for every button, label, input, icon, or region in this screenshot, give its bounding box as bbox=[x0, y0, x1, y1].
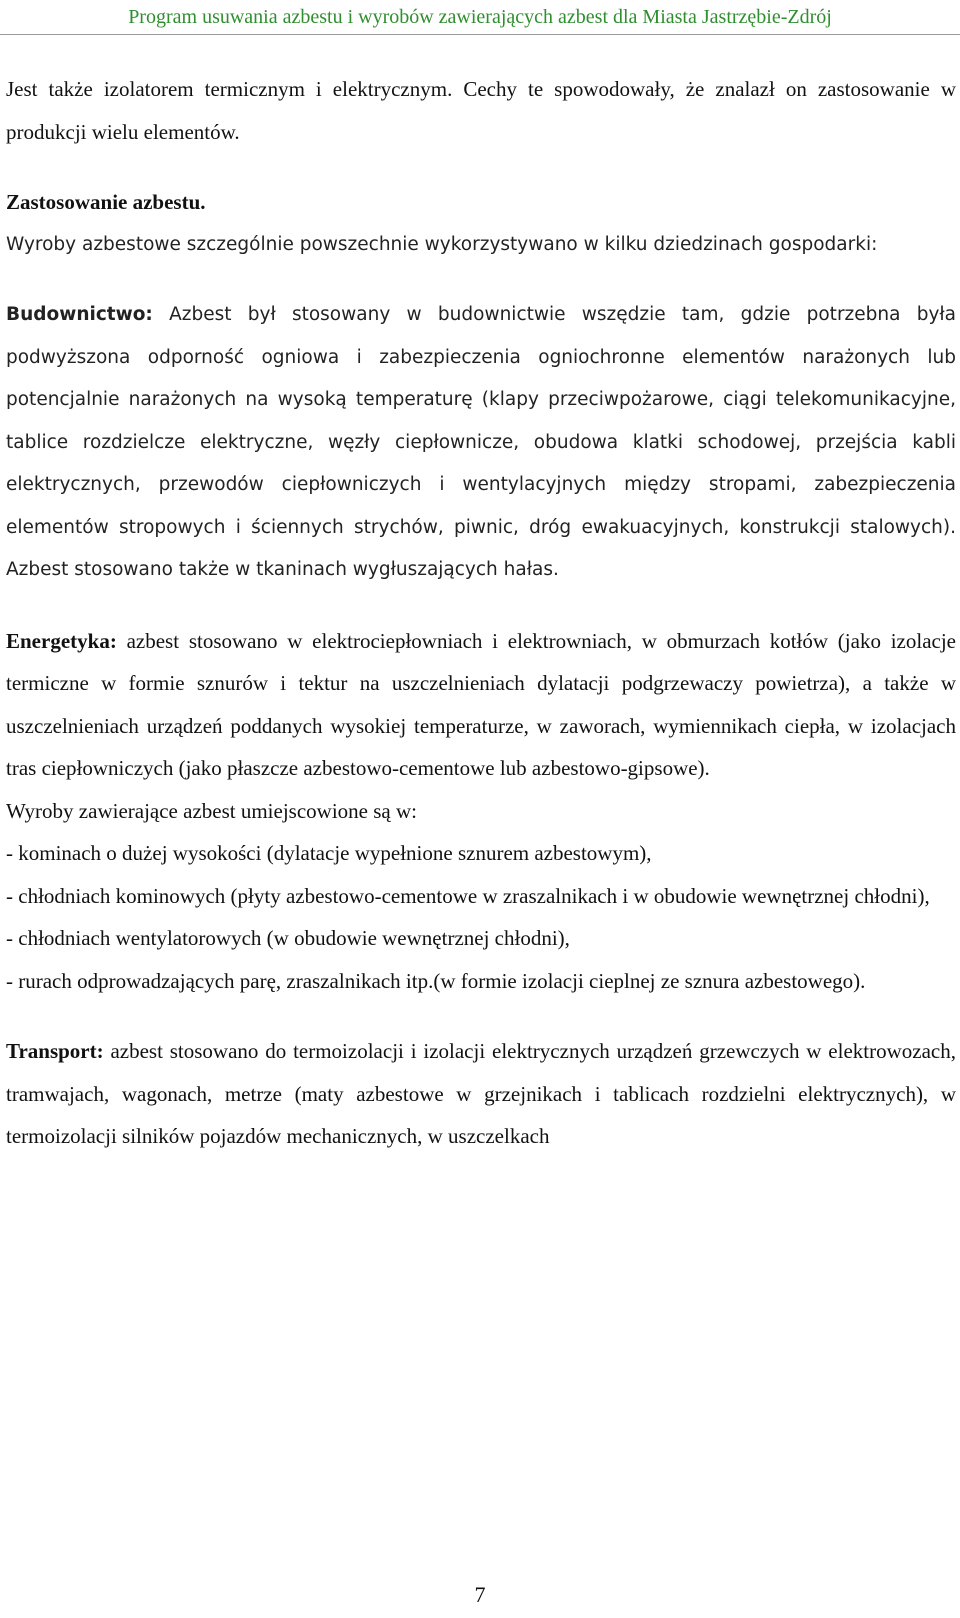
list-item: - rurach odprowadzających parę, zraszalnikach itp.(w formie izolacji cieplnej ze sznura azbestowego). bbox=[6, 968, 866, 993]
construction-label: Budownictwo: bbox=[6, 304, 153, 325]
construction-paragraph bbox=[6, 294, 956, 592]
header-divider bbox=[0, 34, 960, 35]
running-header: Program usuwania azbestu i wyrobów zawierających azbest dla Miasta Jastrzębie-Zdrój bbox=[128, 6, 832, 28]
paragraph-gap bbox=[6, 153, 956, 181]
products-list bbox=[6, 832, 956, 1002]
page-number: 7 bbox=[474, 1582, 486, 1607]
products-intro: Wyroby zawierające azbest umiejscowione są w: bbox=[6, 798, 417, 823]
list-item: - kominach o dużej wysokości (dylatacje wypełnione sznurem azbestowym), bbox=[6, 841, 652, 865]
transport-text: azbest stosowano do termoizolacji i izolacji elektrycznych urządzeń grzewczych w elektrowozach, tramwajach, wagonach, metrze (maty azbestowe w grzejnikach i tablicach rozdzielni elektrycznych), w termoizolacji silników pojazdów mechanicznych, w uszczelkach bbox=[6, 1039, 956, 1148]
construction-text: Azbest był stosowany w budownictwie wszędzie tam, gdzie potrzebna była podwyższona odporność ogniowa i zabezpieczenia ogniochronne elementów narażonych lub potencjalnie narażonych na wysoką temperaturę (klapy przeciwpożarowe, ciągi telekomunikacyjne, tablice rozdzielcze elektryczne, węzły ciepłownicze, obudowa klatki schodowej, przejścia kabli elektrycznych, przewodów ciepłowniczych i wentylacyjnych między stropami, zabezpieczenia elementów stropowych i ściennych strychów, piwnic, dróg ewakuacyjnych, konstrukcji stalowych). Azbest stosowano także w tkaninach wygłuszających hałas. bbox=[6, 304, 956, 580]
list-item: - chłodniach kominowych (płyty azbestowo-cementowe w zraszalnikach i w obudowie wewnętrznej chłodni), bbox=[6, 883, 930, 908]
list-item: - chłodniach wentylatorowych (w obudowie wewnętrznej chłodni), bbox=[6, 926, 570, 950]
transport-label: Transport: bbox=[6, 1039, 104, 1063]
usage-intro-paragraph: Wyroby azbestowe szczególnie powszechnie wykorzystywano w kilku dziedzinach gospodarki: bbox=[6, 233, 878, 255]
section-heading-usage: Zastosowanie azbestu. bbox=[6, 190, 206, 214]
energy-label: Energetyka: bbox=[6, 628, 117, 653]
document-body bbox=[6, 68, 956, 1158]
paragraph-gap bbox=[6, 266, 956, 294]
energy-paragraph bbox=[6, 620, 956, 790]
energy-text: azbest stosowano w elektrociepłowniach i elektrowniach, w obmurzach kotłów (jako izolacje termiczne w formie sznurów i tektur na uszczelnieniach dylatacji podgrzewaczy powietrza), a także w uszczelnieniach urządzeń poddanych wysokiej temperaturze, w zaworach, wymiennikach ciepła, w izolacjach tras ciepłowniczych (jako płaszcze azbestowo-cementowe lub azbestowo-gipsowe). bbox=[6, 628, 956, 780]
intro-paragraph: Jest także izolatorem termicznym i elektrycznym. Cechy te spowodowały, że znalazł on zastosowanie w produkcji wielu elementów. bbox=[6, 77, 956, 144]
paragraph-gap bbox=[6, 1002, 956, 1030]
paragraph-gap bbox=[6, 592, 956, 620]
transport-paragraph bbox=[6, 1030, 956, 1158]
